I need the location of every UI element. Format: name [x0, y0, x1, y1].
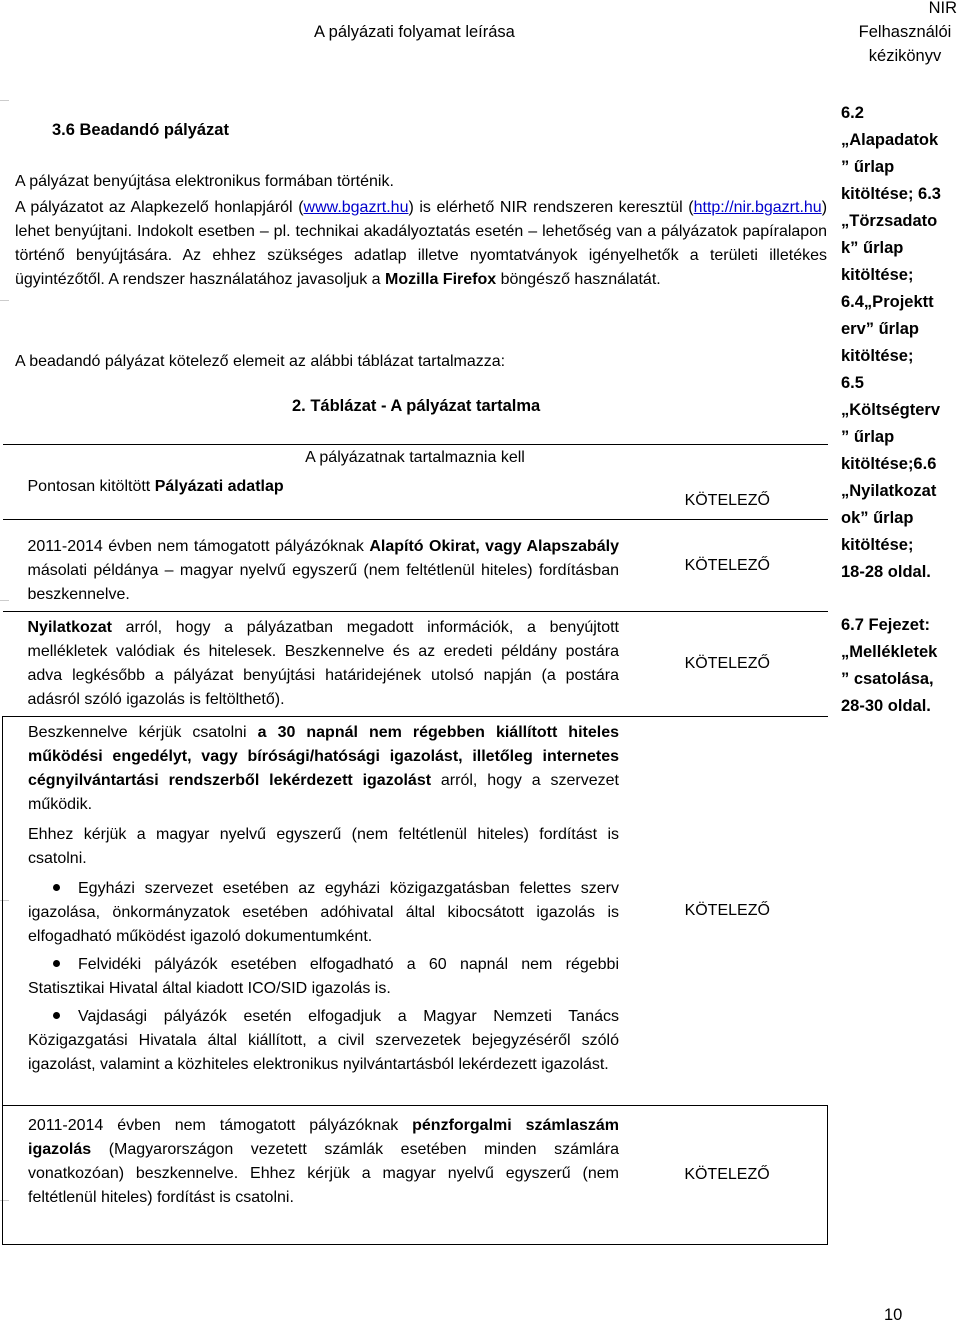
- req-adatlap: KÖTELEZŐ: [684, 492, 770, 509]
- sidebar-note-1: 6.2 „Alapadatok ” űrlap kitöltése; 6.3 „Törzsadato k” űrlap kitöltése; 6.4„Projektt erv” űrlap kitöltése; 6.5 „Költségterv ” űrlap kitöltése;6.6 „Nyilatkozat ok” űrlap kitöltése; 18-28 oldal.: [841, 104, 941, 581]
- table-row: [3, 612, 828, 717]
- row-mukodesi-engedely: Beszkennelve kérjük csatolni a 30 napnál nem régebben kiállított hiteles működési engedélyt, vagy bírósági/hatósági igazolást, illetőleg internetes cégnyilvántartási rendszerből lekérdezett igazolást arról, hogy a szervezet működik. Ehhez kérjük a magyar nyelvű egyszerű (nem feltétlenül hiteles) fordítást is csatolni. Egyházi szervezet esetében az egyházi közigazgatásban felettes szerv igazolása, önkormányzatok esetében adóhivatal által kibocsátott igazolás is elfogadható működést igazoló dokumentumként. Felvidéki pályázók esetében elfogadható a 60 napnál nem régebbi Statisztikai Hivatal által kiadott ICO/SID igazolás is. Vajdasági pályázók esetén elfogadjuk a Magyar Nemzeti Tanács Közigazgatási Hivatala által kiállított, a civil szervezetek bejegyzéséről szóló igazolást, valamint a közhiteles elektronikus nyilvántartásból lekérdezett igazolást.: [3, 717, 628, 1106]
- bullet-icon: [53, 884, 60, 891]
- intro-paragraph: [15, 170, 827, 292]
- row-alapito-okirat: 2011-2014 évben nem támogatott pályázóknak Alapító Okirat, vagy Alapszabály másolati példánya – magyar nyelvű egyszerű (nem feltétlenül hiteles) fordításban beszkennelve.: [3, 520, 628, 612]
- table-row: [3, 471, 828, 520]
- table-row: [3, 717, 828, 1106]
- running-header-right: [849, 0, 960, 68]
- page-number: 10: [884, 1306, 903, 1324]
- running-header-title: A pályázati folyamat leírása: [314, 23, 515, 41]
- intro-line-1: A pályázat benyújtása elektronikus formában történik.: [15, 173, 394, 190]
- row-nyilatkozat: Nyilatkozat arról, hogy a pályázatban megadott információk, a benyújtott mellékletek valódiak és hitelesek. Beszkennelve és az eredeti példány postára adva legkésőbb a pályázat benyújtási határidejének utolsó napján (a postára adásról szóló igazolás is feltölthető).: [3, 612, 628, 717]
- table-header: A pályázatnak tartalmaznia kell: [3, 445, 828, 472]
- header-kezikonyv: kézikönyv: [868, 47, 942, 65]
- row-adatlap: Pontosan kitöltött Pályázati adatlap: [27, 478, 284, 495]
- table-row: [3, 520, 828, 612]
- bullet-icon: [53, 960, 60, 967]
- table-caption: 2. Táblázat - A pályázat tartalma: [292, 397, 541, 415]
- row-szamlaszam: 2011-2014 évben nem támogatott pályázóknak pénzforgalmi számlaszám igazolás (Magyarországon vezetett számlák esetében minden számlára vonatkozóan) beszkennelve. Ehhez kérjük a magyar nyelvű egyszerű (nem feltétlenül hiteles) fordítást is csatolni.: [3, 1106, 628, 1245]
- sidebar-notes: [841, 100, 959, 720]
- req-alapito-okirat: KÖTELEZŐ: [627, 520, 828, 612]
- req-nyilatkozat: KÖTELEZŐ: [627, 612, 828, 717]
- intro-line-2: A pályázatot az Alapkezelő honlapjáról (www.bgazrt.hu) is elérhető NIR rendszeren keresztül (http://nir.bgazrt.hu) lehet benyújtani. Indokolt esetben – pl. technikai akadályoztatás esetén – lehetőség van a pályázatok papíralapon történő benyújtására. Az ehhez szükséges adatlap illetve nyomtatványok igényelhetők a területi illetékes ügyintézőtől. A rendszer használatához javasoljuk a Mozilla Firefox böngésző használatát.: [15, 199, 828, 288]
- nir-link[interactable]: http://nir.bgazrt.hu: [693, 199, 822, 216]
- firefox-bold: Mozilla Firefox: [385, 271, 497, 288]
- header-nir: NIR: [928, 0, 957, 17]
- content-table: [2, 444, 828, 1245]
- section-title: 3.6 Beadandó pályázat: [52, 121, 229, 139]
- table-intro: A beadandó pályázat kötelező elemeit az alábbi táblázat tartalmazza:: [15, 353, 506, 370]
- table-header-row: [3, 445, 828, 472]
- req-mukodesi-engedely: KÖTELEZŐ: [627, 717, 828, 1106]
- bullet-icon: [53, 1012, 60, 1019]
- header-felhasznaloi: Felhasználói: [858, 23, 952, 41]
- table-row: [3, 1106, 828, 1245]
- www-link[interactable]: www.bgazrt.hu: [303, 199, 409, 216]
- sidebar-note-2: 6.7 Fejezet: „Mellékletek ” csatolása, 28-30 oldal.: [841, 616, 938, 715]
- req-szamlaszam: KÖTELEZŐ: [627, 1106, 828, 1245]
